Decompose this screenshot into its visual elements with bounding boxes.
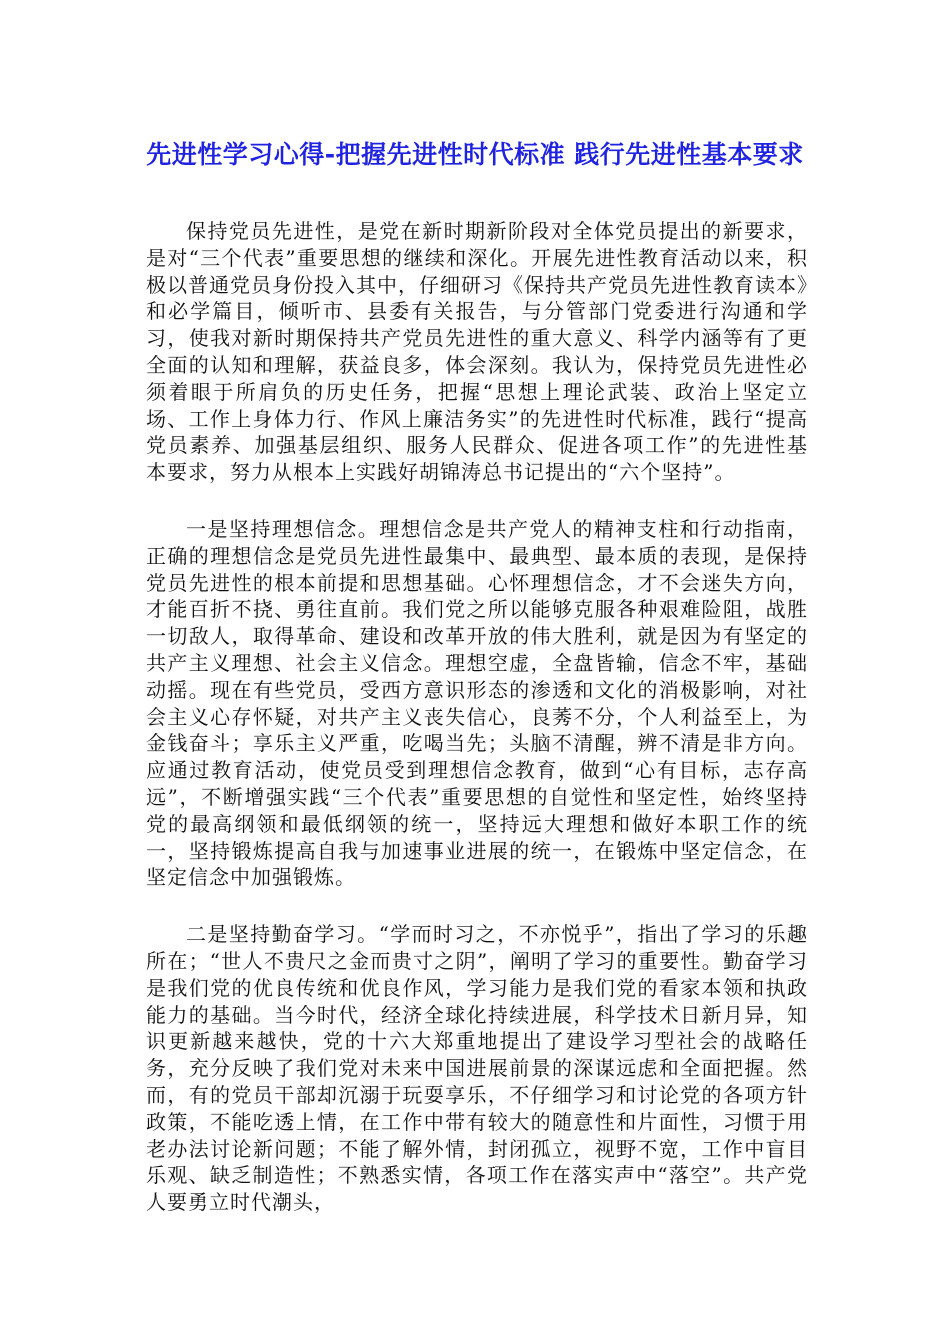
paragraph-ideals-and-beliefs: 一是坚持理想信念。理想信念是共产党人的精神支柱和行动指南，正确的理想信念是党员先进性最集中、最典型、最本质的表现，是保持党员先进性的根本前提和思想基础。心怀理想信念，才不会迷失方向，才能百折不挠、勇往直前。我们党之所以能够克服各种艰难险阻，战胜一切敌人，取得革命、建设和改革开放的伟大胜利，就是因为有坚定的共产主义理想、社会主义信念。理想空虚，全盘皆输，信念不牢，基础动摇。现在有些党员，受西方意识形态的渗透和文化的消极影响，对社会主义心存怀疑，对共产主义丧失信心，良莠不分，个人利益至上，为金钱奋斗；享乐主义严重，吃喝当先；头脑不清醒，辨不清是非方向。应通过教育活动，使党员受到理想信念教育，做到“心有目标，志存高远”，不断增强实践“三个代表”重要思想的自觉性和坚定性，始终坚持党的最高纲领和最低纲领的统一，坚持远大理想和做好本职工作的统一，坚持锻炼提高自我与加速事业进展的统一，在锻炼中坚定信念，在坚定信念中加强锻炼。 [146,516,808,890]
paragraph-diligent-study: 二是坚持勤奋学习。“学而时习之，不亦悦乎”，指出了学习的乐趣所在；“世人不贵尺之金而贵寸之阴”，阐明了学习的重要性。勤奋学习是我们党的优良传统和优良作风，学习能力是我们党的看家本领和执政能力的基础。当今时代，经济全球化持续进展，科学技术日新月异，知识更新越来越快，党的十六大郑重地提出了建设学习型社会的战略任务，充分反映了我们党对未来中国进展前景的深谋远虑和全面把握。然而，有的党员干部却沉溺于玩耍享乐，不仔细学习和讨论党的各项方针政策，不能吃透上情，在工作中带有较大的随意性和片面性，习惯于用老办法讨论新问题；不能了解外情，封闭孤立，视野不宽，工作中盲目乐观、缺乏制造性；不熟悉实情，各项工作在落实声中“落空”。共产党人要勇立时代潮头， [146,922,808,1215]
document-body [146,218,808,1246]
document-title: 先进性学习心得-把握先进性时代标准 践行先进性基本要求 [146,140,804,169]
paragraph-intro: 保持党员先进性，是党在新时期新阶段对全体党员提出的新要求，是对“三个代表”重要思想的继续和深化。开展先进性教育活动以来，积极以普通党员身份投入其中，仔细研习《保持共产党员先进性教育读本》和必学篇目，倾听市、县委有关报告，与分管部门党委进行沟通和学习，使我对新时期保持共产党员先进性的重大意义、科学内涵等有了更全面的认知和理解，获益良多，体会深刻。我认为，保持党员先进性必须着眼于所肩负的历史任务，把握“思想上理论武装、政治上坚定立场、工作上身体力行、作风上廉洁务实”的先进性时代标准，践行“提高党员素养、加强基层组织、服务人民群众、促进各项工作”的先进性基本要求，努力从根本上实践好胡锦涛总书记提出的“六个坚持”。 [146,219,808,485]
